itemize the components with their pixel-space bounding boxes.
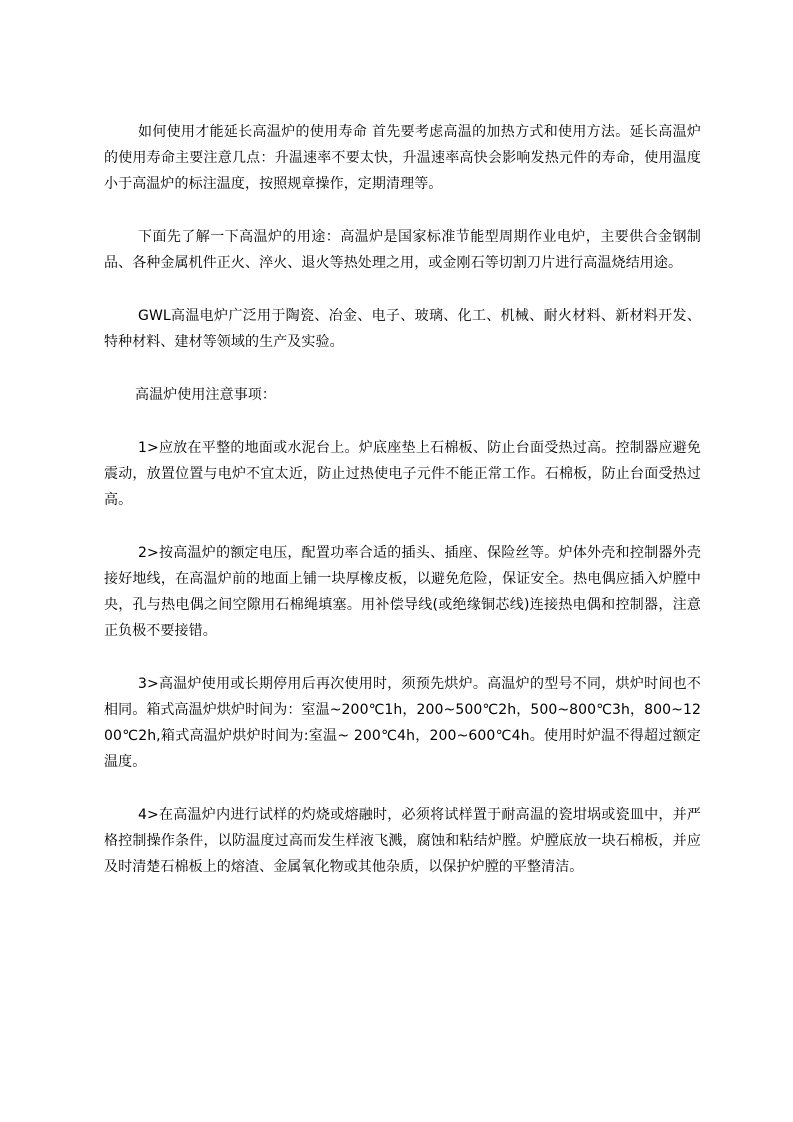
paragraph-precaution-3: 3>高温炉使用或长期停用后再次使用时，须预先烘炉。高温炉的型号不同，烘炉时间也不相同。箱式高温炉烘炉时间为：室温~200℃1h，200~500℃2h，500~800℃3h，800~1200℃2h,箱式高温炉烘炉时间为:室温~ 200℃4h，200~600℃4h。使用时炉温不得超过额定温度。 <box>104 676 701 770</box>
document-body <box>104 119 701 907</box>
paragraph-precaution-2: 2>按高温炉的额定电压，配置功率合适的插头、插座、保险丝等。炉体外壳和控制器外壳接好地线，在高温炉前的地面上铺一块厚橡皮板，以避免危险，保证安全。热电偶应插入炉膛中央，孔与热电偶之间空隙用石棉绳填塞。用补偿导线(或绝缘铜芯线)连接热电偶和控制器，注意正负极不要接错。 <box>104 545 701 639</box>
paragraph-precaution-4: 4>在高温炉内进行试样的灼烧或熔融时，必须将试样置于耐高温的瓷坩埚或瓷皿中，并严格控制操作条件，以防温度过高而发生样液飞溅，腐蚀和粘结炉膛。炉膛底放一块石棉板，并应及时清楚石棉板上的熔渣、金属氧化物或其他杂质，以保护炉膛的平整清洁。 <box>104 807 701 875</box>
paragraph-uses: 下面先了解一下高温炉的用途：高温炉是国家标准节能型周期作业电炉，主要供合金钢制品、各种金属机件正火、淬火、退火等热处理之用，或金刚石等切割刀片进行高温烧结用途。 <box>104 229 701 271</box>
section-heading-precautions: 高温炉使用注意事项： <box>135 387 276 403</box>
paragraph-intro: 如何使用才能延长高温炉的使用寿命 首先要考虑高温的加热方式和使用方法。延长高温炉的使用寿命主要注意几点：升温速率不要太快，升温速率高快会影响发热元件的寿命，使用温度小于高温炉的标注温度，按照规章操作，定期清理等。 <box>104 124 701 192</box>
paragraph-applications: GWL高温电炉广泛用于陶瓷、冶金、电子、玻璃、化工、机械、耐火材料、新材料开发、特种材料、建材等领域的生产及实验。 <box>104 308 701 350</box>
paragraph-precaution-1: 1>应放在平整的地面或水泥台上。炉底座垫上石棉板、防止台面受热过高。控制器应避免震动，放置位置与电炉不宜太近，防止过热使电子元件不能正常工作。石棉板，防止台面受热过高。 <box>104 440 701 508</box>
